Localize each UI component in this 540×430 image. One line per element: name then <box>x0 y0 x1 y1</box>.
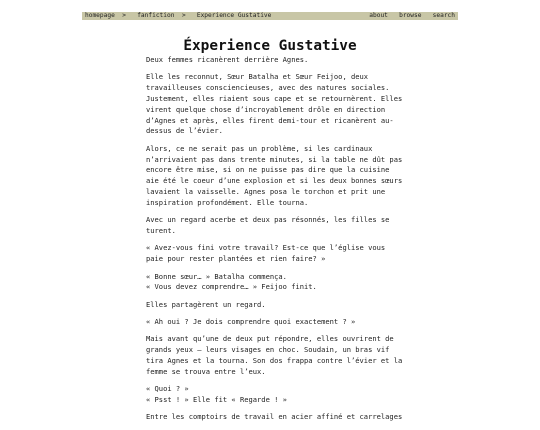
story-paragraph <box>146 272 396 294</box>
paragraph-line: Deux femmes ricanèrent derrière Agnes. <box>146 55 309 64</box>
paragraph-line: grands yeux — leurs visages en choc. Soudain, un bras vif <box>146 345 390 355</box>
paragraph-line: Elle les reconnut, Sœur Batalha et Sœur Feijoo, deux <box>146 72 369 82</box>
paragraph-line: turent. <box>146 225 176 235</box>
paragraph-line: virent quelque chose d’incroyablement drôle en direction <box>146 104 386 114</box>
breadcrumb-homepage-link[interactable]: homepage <box>85 12 115 19</box>
paragraph-line: Mais avant qu’une de deux put répondre, elles ouvrirent de <box>146 334 394 344</box>
paragraph-line: inspiration profondément. Elle tourna. <box>146 197 309 207</box>
site-links <box>369 12 455 20</box>
paragraph-line: aie été le coeur d’une explosion et si les deux bonnes sœurs <box>146 176 403 186</box>
paragraph-line: « Avez-vous fini votre travail? Est-ce que l’église vous <box>146 243 386 253</box>
page-title: Éxperience Gustative <box>183 37 357 54</box>
story-paragraph <box>146 384 396 406</box>
paragraph-line: d’Agnes et après, elles firent demi-tour et ricanèrent au- <box>146 115 394 125</box>
breadcrumb-fanfiction-link[interactable]: fanfiction <box>137 12 175 19</box>
story-paragraph <box>146 317 396 328</box>
paragraph-line: « Bonne sœur… » Batalha commença. <box>146 271 287 281</box>
story-text <box>146 55 403 430</box>
paragraph-line: dessus de l’évier. <box>146 126 223 136</box>
paragraph-line: Justement, elles riaient sous cape et se retournèrent. Elles <box>146 93 403 103</box>
paragraph-line: paie pour rester plantées et rien faire? » <box>146 254 326 264</box>
breadcrumb-separator: > <box>122 12 127 19</box>
paragraph-line: « Psst ! » Elle fit « Regarde ! » <box>146 395 287 405</box>
paragraph-line: Alors, ce ne serait pas un problème, si les cardinaux <box>146 143 373 153</box>
paragraph-line: Elles partagèrent un regard. <box>146 299 266 309</box>
paragraph-line: Entre les comptoirs de travail en acier affiné et carrelages <box>146 412 403 422</box>
story-paragraph <box>146 55 396 66</box>
paragraph-line: « Vous devez comprendre… » Feijoo finit. <box>146 282 317 292</box>
paragraph-line: « Ah oui ? Je dois comprendre quoi exactement ? » <box>146 317 356 327</box>
paragraph-line: Avec un regard acerbe et deux pas résonnés, les filles se <box>146 215 390 225</box>
story-paragraph <box>146 215 396 237</box>
breadcrumb-current-page: Experience Gustative <box>196 12 272 19</box>
story-paragraph <box>146 72 403 137</box>
story-paragraph <box>146 300 396 311</box>
about-link[interactable]: about <box>369 12 388 19</box>
paragraph-line: encore être mise, si on ne puisse pas dire que la cuisine <box>146 165 390 175</box>
story-paragraph <box>146 243 396 265</box>
story-paragraph <box>146 334 403 377</box>
paragraph-line: femme se trouva entre l’eux. <box>146 366 266 376</box>
search-link[interactable]: search <box>432 12 455 19</box>
breadcrumb <box>85 12 271 20</box>
story-paragraph <box>146 412 403 423</box>
paragraph-line: travailleuses consciencieuses, avec des natures sociales. <box>146 83 390 93</box>
top-nav-bar <box>82 12 458 20</box>
story-paragraph <box>146 143 403 209</box>
paragraph-line: n’arrivaient pas dans trente minutes, si la table ne dût pas <box>146 154 403 164</box>
paragraph-line: « Quoi ? » <box>146 384 189 394</box>
breadcrumb-separator: > <box>181 12 186 19</box>
paragraph-line: lavaient la vaisselle. Agnes posa le torchon et prit une <box>146 186 386 196</box>
browse-link[interactable]: browse <box>399 12 422 19</box>
paragraph-line: tira Agnes et la tourna. Son dos frappa contre l’évier et la <box>146 356 403 366</box>
